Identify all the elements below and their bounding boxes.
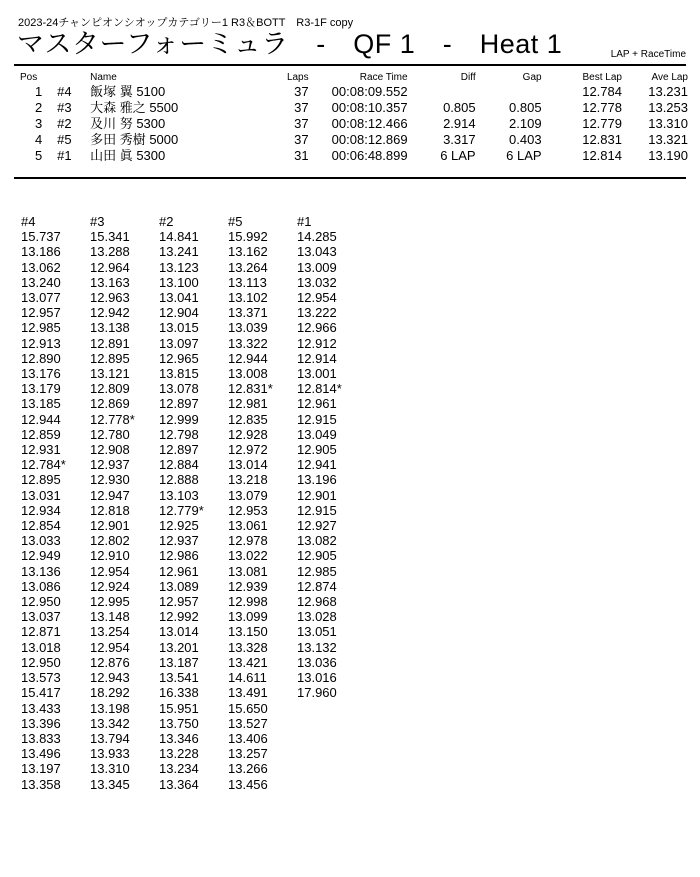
lap-time: 12.981 bbox=[228, 396, 268, 412]
lap-time: 12.814* bbox=[297, 381, 342, 397]
lap-time: 13.049 bbox=[297, 426, 337, 442]
lap-time: 13.014 bbox=[228, 457, 268, 473]
lap-time: 13.288 bbox=[90, 244, 130, 260]
result-laps: 31 bbox=[294, 148, 309, 163]
lap-time: 13.196 bbox=[297, 472, 337, 488]
lap-time: 13.062 bbox=[21, 259, 61, 275]
lap-time: 13.186 bbox=[21, 244, 61, 260]
result-race-time: 00:08:09.552 bbox=[331, 84, 408, 99]
lap-time: 13.031 bbox=[21, 487, 61, 503]
lap-time: 12.966 bbox=[297, 320, 337, 336]
lap-time: 13.028 bbox=[297, 609, 337, 625]
lap-time: 13.102 bbox=[228, 290, 268, 306]
lap-time: 13.082 bbox=[297, 533, 337, 549]
lap-time: 12.930 bbox=[90, 472, 130, 488]
lap-time: 13.051 bbox=[297, 624, 337, 640]
lap-time: 13.179 bbox=[21, 381, 61, 397]
header-divider bbox=[14, 64, 686, 66]
lap-time: 13.089 bbox=[159, 578, 199, 594]
lap-time: 12.939 bbox=[228, 578, 268, 594]
lap-time: 13.421 bbox=[228, 654, 268, 670]
lap-time: 13.077 bbox=[21, 290, 61, 306]
lap-time: 13.103 bbox=[159, 487, 199, 503]
lap-time: 13.150 bbox=[228, 624, 268, 640]
result-kart-number: #4 bbox=[57, 84, 72, 99]
lap-column bbox=[90, 214, 159, 792]
result-driver-name: 多田 秀樹 5000 bbox=[90, 132, 179, 147]
result-row bbox=[20, 148, 688, 164]
document-subtitle: 2023-24チャンピオンシオップカテゴリー1 R3＆BOTT R3-1F copy bbox=[18, 17, 354, 29]
result-ave-lap: 13.321 bbox=[648, 132, 688, 147]
lap-time: 14.611 bbox=[228, 670, 267, 686]
result-race-time: 00:08:12.869 bbox=[331, 132, 408, 147]
result-laps: 37 bbox=[294, 116, 309, 131]
result-gap: 6 LAP bbox=[506, 148, 542, 163]
lap-time: 12.854 bbox=[21, 518, 61, 534]
lap-time: 12.943 bbox=[90, 670, 130, 686]
lap-time: 12.944 bbox=[21, 411, 61, 427]
result-diff: 3.317 bbox=[443, 132, 476, 147]
lap-time: 13.001 bbox=[297, 366, 337, 382]
lap-time: 13.198 bbox=[90, 700, 130, 716]
lap-time: 13.022 bbox=[228, 548, 268, 564]
lap-time: 13.176 bbox=[21, 366, 61, 382]
result-race-time: 00:08:10.357 bbox=[331, 100, 408, 115]
lap-time: 12.978 bbox=[228, 533, 268, 549]
lap-column bbox=[21, 214, 90, 792]
col-best-lap: Best Lap bbox=[582, 72, 622, 83]
lap-time: 13.201 bbox=[159, 639, 199, 655]
lap-time: 12.992 bbox=[159, 609, 199, 625]
lap-time: 12.901 bbox=[297, 487, 337, 503]
lap-time: 13.018 bbox=[21, 639, 61, 655]
lap-time: 13.346 bbox=[159, 730, 199, 746]
lap-time: 13.036 bbox=[297, 654, 337, 670]
lap-time: 13.016 bbox=[297, 670, 337, 686]
lap-time: 12.802 bbox=[90, 533, 130, 549]
result-diff: 2.914 bbox=[443, 116, 476, 131]
result-diff bbox=[408, 84, 476, 100]
lap-time: 12.915 bbox=[297, 411, 337, 427]
lap-time: 12.927 bbox=[297, 518, 337, 534]
lap-time: 13.033 bbox=[21, 533, 61, 549]
lap-time: 13.933 bbox=[90, 746, 130, 762]
result-gap: 2.109 bbox=[509, 116, 542, 131]
lap-time: 13.121 bbox=[90, 366, 130, 382]
lap-time: 12.912 bbox=[297, 335, 337, 351]
result-row bbox=[20, 84, 688, 100]
col-ave-lap: Ave Lap bbox=[651, 72, 688, 83]
lap-time: 12.961 bbox=[159, 563, 199, 579]
col-name: Name bbox=[90, 72, 117, 83]
lap-time: 13.228 bbox=[159, 746, 199, 762]
lap-time: 13.185 bbox=[21, 396, 61, 412]
lap-time: 12.874 bbox=[297, 578, 337, 594]
lap-time: 12.985 bbox=[297, 563, 337, 579]
lap-time: 14.285 bbox=[297, 229, 337, 245]
lap-time: 13.097 bbox=[159, 335, 199, 351]
lap-time: 13.750 bbox=[159, 715, 199, 731]
lap-time: 12.904 bbox=[159, 305, 199, 321]
result-diff: 6 LAP bbox=[440, 148, 476, 163]
lap-time: 13.015 bbox=[159, 320, 199, 336]
result-row bbox=[20, 116, 688, 132]
lap-time: 12.954 bbox=[90, 639, 130, 655]
lap-time: 12.780 bbox=[90, 426, 130, 442]
lap-time: 12.934 bbox=[21, 502, 61, 518]
lap-time: 12.913 bbox=[21, 335, 61, 351]
result-pos: 4 bbox=[34, 132, 43, 147]
lap-time: 12.972 bbox=[228, 442, 268, 458]
lap-time: 12.888 bbox=[159, 472, 199, 488]
lap-time: 12.954 bbox=[90, 563, 130, 579]
lap-column-header: #5 bbox=[228, 214, 243, 229]
lap-time: 13.310 bbox=[90, 761, 130, 777]
lap-time: 13.322 bbox=[228, 335, 268, 351]
document-title: マスターフォーミュラ - QF 1 - Heat 1 bbox=[17, 29, 563, 59]
lap-time: 13.541 bbox=[159, 670, 199, 686]
col-laps: Laps bbox=[286, 72, 309, 83]
lap-time: 12.985 bbox=[21, 320, 61, 336]
lap-time: 13.100 bbox=[159, 274, 199, 290]
lap-time: 13.491 bbox=[228, 685, 268, 701]
result-driver-name: 及川 努 5300 bbox=[90, 116, 166, 131]
results-header-row bbox=[20, 72, 688, 84]
lap-time: 13.132 bbox=[297, 639, 337, 655]
result-laps: 37 bbox=[294, 132, 309, 147]
lap-time: 12.895 bbox=[21, 472, 61, 488]
lap-time: 13.264 bbox=[228, 259, 268, 275]
lap-time: 15.992 bbox=[228, 229, 268, 245]
lap-time: 12.942 bbox=[90, 305, 130, 321]
lap-time: 13.234 bbox=[159, 761, 199, 777]
result-row bbox=[20, 100, 688, 116]
lap-time: 12.953 bbox=[228, 502, 268, 518]
lap-time: 13.043 bbox=[297, 244, 337, 260]
lap-time: 12.779* bbox=[159, 502, 204, 518]
lap-time: 13.086 bbox=[21, 578, 61, 594]
lap-time: 12.931 bbox=[21, 442, 61, 458]
lap-time: 13.081 bbox=[228, 563, 268, 579]
lap-time: 12.937 bbox=[90, 457, 130, 473]
lap-time: 15.737 bbox=[21, 229, 61, 245]
lap-time: 12.968 bbox=[297, 594, 337, 610]
lap-time: 12.809 bbox=[90, 381, 130, 397]
result-pos: 3 bbox=[34, 116, 43, 131]
lap-time: 13.342 bbox=[90, 715, 130, 731]
lap-time: 13.527 bbox=[228, 715, 268, 731]
lap-time: 12.905 bbox=[297, 548, 337, 564]
lap-time: 13.061 bbox=[228, 518, 268, 534]
lap-time: 13.364 bbox=[159, 776, 199, 792]
lap-time: 12.831* bbox=[228, 381, 273, 397]
lap-time: 13.099 bbox=[228, 609, 268, 625]
lap-time: 13.123 bbox=[159, 259, 199, 275]
result-driver-name: 飯塚 翼 5100 bbox=[90, 84, 166, 99]
result-best-lap: 12.814 bbox=[582, 148, 622, 163]
result-ave-lap: 13.190 bbox=[648, 148, 688, 163]
lap-time: 12.950 bbox=[21, 654, 61, 670]
lap-time: 13.433 bbox=[21, 700, 61, 716]
lap-time: 12.924 bbox=[90, 578, 130, 594]
result-best-lap: 12.784 bbox=[582, 84, 622, 99]
lap-time: 12.963 bbox=[90, 290, 130, 306]
lap-time: 12.890 bbox=[21, 350, 61, 366]
lap-time: 12.798 bbox=[159, 426, 199, 442]
lap-time: 12.949 bbox=[21, 548, 61, 564]
lap-time: 18.292 bbox=[90, 685, 130, 701]
result-race-time: 00:08:12.466 bbox=[331, 116, 408, 131]
lap-time: 13.496 bbox=[21, 746, 61, 762]
result-pos: 5 bbox=[34, 148, 43, 163]
lap-time: 15.417 bbox=[21, 685, 61, 701]
lap-time: 13.266 bbox=[228, 761, 268, 777]
lap-time: 12.986 bbox=[159, 548, 199, 564]
lap-time: 13.113 bbox=[228, 274, 267, 290]
lap-time: 12.897 bbox=[159, 442, 199, 458]
result-laps: 37 bbox=[294, 100, 309, 115]
lap-time: 12.941 bbox=[297, 457, 337, 473]
lap-column bbox=[159, 214, 228, 792]
lap-time: 13.794 bbox=[90, 730, 130, 746]
result-gap: 0.403 bbox=[509, 132, 542, 147]
result-ave-lap: 13.310 bbox=[648, 116, 688, 131]
lap-column bbox=[228, 214, 297, 792]
lap-time: 12.965 bbox=[159, 350, 199, 366]
result-pos: 1 bbox=[34, 84, 43, 99]
lap-time: 12.835 bbox=[228, 411, 268, 427]
lap-time: 12.957 bbox=[21, 305, 61, 321]
col-gap: Gap bbox=[522, 72, 542, 83]
lap-column-header: #2 bbox=[159, 214, 174, 229]
lap-time: 12.869 bbox=[90, 396, 130, 412]
result-diff: 0.805 bbox=[443, 100, 476, 115]
report-mode-label: LAP + RaceTime bbox=[610, 49, 686, 60]
lap-time: 13.396 bbox=[21, 715, 61, 731]
lap-time: 12.778* bbox=[90, 411, 135, 427]
result-ave-lap: 13.231 bbox=[648, 84, 688, 99]
result-row bbox=[20, 132, 688, 148]
lap-time: 12.914 bbox=[297, 350, 337, 366]
lap-time: 12.928 bbox=[228, 426, 268, 442]
lap-time: 12.999 bbox=[159, 411, 199, 427]
lap-time: 12.876 bbox=[90, 654, 130, 670]
lap-time: 13.241 bbox=[159, 244, 199, 260]
lap-time: 12.897 bbox=[159, 396, 199, 412]
lap-time: 13.406 bbox=[228, 730, 268, 746]
results-divider bbox=[14, 177, 686, 179]
lap-time: 13.037 bbox=[21, 609, 61, 625]
lap-time: 16.338 bbox=[159, 685, 199, 701]
lap-time: 12.995 bbox=[90, 594, 130, 610]
lap-time: 13.345 bbox=[90, 776, 130, 792]
lap-time: 12.905 bbox=[297, 442, 337, 458]
lap-column-header: #4 bbox=[21, 214, 36, 229]
lap-time: 13.371 bbox=[228, 305, 268, 321]
lap-time: 13.218 bbox=[228, 472, 268, 488]
lap-time: 12.944 bbox=[228, 350, 268, 366]
col-number bbox=[57, 72, 90, 84]
lap-column-header: #3 bbox=[90, 214, 105, 229]
result-gap bbox=[476, 84, 542, 100]
lap-time: 12.901 bbox=[90, 518, 130, 534]
lap-time: 12.895 bbox=[90, 350, 130, 366]
lap-time: 13.833 bbox=[21, 730, 61, 746]
lap-time: 13.039 bbox=[228, 320, 268, 336]
lap-time: 12.818 bbox=[90, 502, 130, 518]
col-pos: Pos bbox=[20, 72, 38, 83]
col-diff: Diff bbox=[460, 72, 476, 83]
lap-time: 13.008 bbox=[228, 366, 268, 382]
result-best-lap: 12.778 bbox=[582, 100, 622, 115]
lap-time: 13.138 bbox=[90, 320, 130, 336]
lap-time: 13.009 bbox=[297, 259, 337, 275]
lap-time: 12.950 bbox=[21, 594, 61, 610]
result-kart-number: #1 bbox=[57, 148, 72, 163]
lap-time: 13.456 bbox=[228, 776, 268, 792]
lap-time: 12.891 bbox=[90, 335, 130, 351]
lap-time: 14.841 bbox=[159, 229, 199, 245]
lap-times-chart bbox=[21, 214, 366, 792]
result-driver-name: 山田 眞 5300 bbox=[90, 148, 166, 163]
result-best-lap: 12.779 bbox=[582, 116, 622, 131]
lap-time: 12.915 bbox=[297, 502, 337, 518]
lap-time: 12.957 bbox=[159, 594, 199, 610]
result-kart-number: #3 bbox=[57, 100, 72, 115]
result-best-lap: 12.831 bbox=[582, 132, 622, 147]
lap-time: 12.910 bbox=[90, 548, 130, 564]
lap-time: 13.815 bbox=[159, 366, 199, 382]
lap-time: 13.162 bbox=[228, 244, 268, 260]
lap-time: 12.908 bbox=[90, 442, 130, 458]
result-kart-number: #5 bbox=[57, 132, 72, 147]
lap-time: 12.964 bbox=[90, 259, 130, 275]
lap-time: 13.254 bbox=[90, 624, 130, 640]
lap-time: 13.358 bbox=[21, 776, 61, 792]
lap-time: 12.961 bbox=[297, 396, 337, 412]
lap-time: 12.947 bbox=[90, 487, 130, 503]
result-pos: 2 bbox=[34, 100, 43, 115]
lap-time: 13.222 bbox=[297, 305, 337, 321]
lap-time: 13.240 bbox=[21, 274, 61, 290]
lap-time: 13.079 bbox=[228, 487, 268, 503]
result-laps: 37 bbox=[294, 84, 309, 99]
lap-column-header: #1 bbox=[297, 214, 312, 229]
lap-time: 13.032 bbox=[297, 274, 337, 290]
lap-time: 13.573 bbox=[21, 670, 61, 686]
lap-time: 12.859 bbox=[21, 426, 61, 442]
lap-time: 13.197 bbox=[21, 761, 61, 777]
lap-time: 13.148 bbox=[90, 609, 130, 625]
lap-time: 12.954 bbox=[297, 290, 337, 306]
lap-time: 12.998 bbox=[228, 594, 268, 610]
lap-time: 12.871 bbox=[21, 624, 61, 640]
lap-time: 15.341 bbox=[90, 229, 130, 245]
lap-time: 12.937 bbox=[159, 533, 199, 549]
result-kart-number: #2 bbox=[57, 116, 72, 131]
result-driver-name: 大森 雅之 5500 bbox=[90, 100, 179, 115]
results-body bbox=[20, 84, 688, 164]
lap-time: 13.136 bbox=[21, 563, 61, 579]
lap-time: 15.951 bbox=[159, 700, 199, 716]
result-ave-lap: 13.253 bbox=[648, 100, 688, 115]
lap-column bbox=[297, 214, 366, 792]
lap-time: 12.884 bbox=[159, 457, 199, 473]
result-race-time: 00:06:48.899 bbox=[331, 148, 408, 163]
lap-time: 13.257 bbox=[228, 746, 268, 762]
lap-time: 12.925 bbox=[159, 518, 199, 534]
col-race-time: Race Time bbox=[359, 72, 408, 83]
lap-time: 13.163 bbox=[90, 274, 130, 290]
lap-time: 13.078 bbox=[159, 381, 199, 397]
result-gap: 0.805 bbox=[509, 100, 542, 115]
lap-time: 15.650 bbox=[228, 700, 268, 716]
results-table bbox=[20, 72, 688, 164]
lap-time: 13.041 bbox=[159, 290, 199, 306]
lap-time: 17.960 bbox=[297, 685, 337, 701]
lap-time: 13.187 bbox=[159, 654, 199, 670]
lap-time: 12.784* bbox=[21, 457, 66, 473]
lap-time: 13.328 bbox=[228, 639, 268, 655]
lap-time: 13.014 bbox=[159, 624, 199, 640]
